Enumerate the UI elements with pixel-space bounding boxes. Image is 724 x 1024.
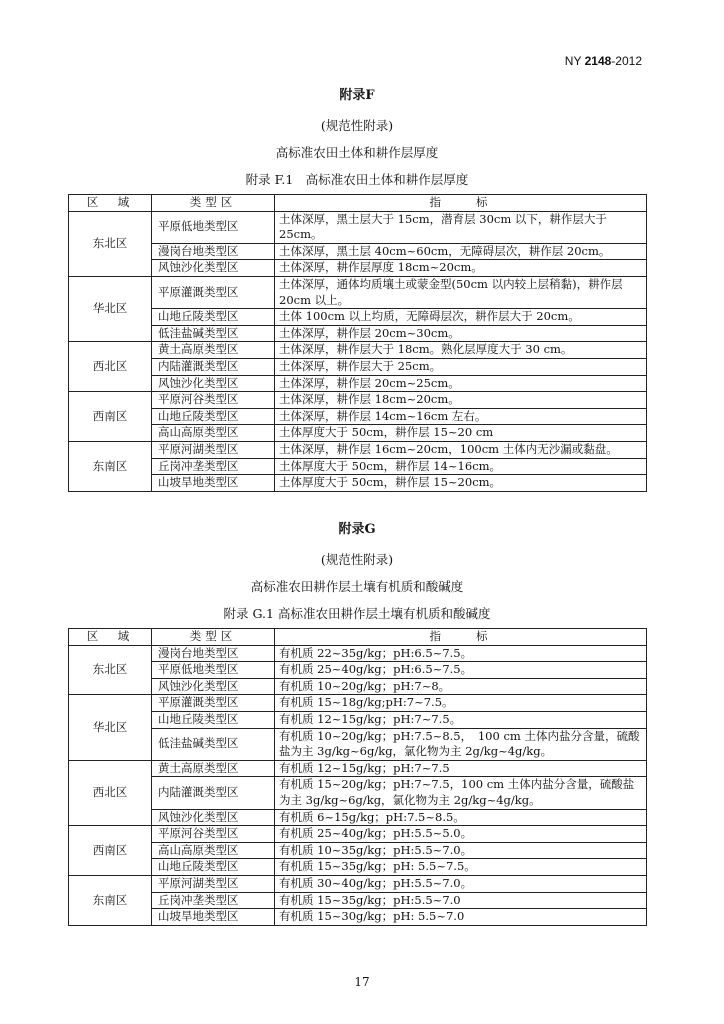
table-row bbox=[69, 678, 647, 695]
type-cell: 平原河湖类型区 bbox=[152, 875, 275, 892]
type-cell: 高山高原类型区 bbox=[152, 842, 275, 859]
indicator-cell: 有机质 10~20g/kg；pH:7.5~8.5， 100 cm 土体内盐分含量，硫酸盐为主 3g/kg~6g/kg，氯化物为主 2g/kg~4g/kg。 bbox=[275, 728, 647, 760]
type-cell: 风蚀沙化类型区 bbox=[152, 809, 275, 826]
type-cell: 山地丘陵类型区 bbox=[152, 859, 275, 876]
table-row bbox=[69, 325, 647, 342]
type-cell: 平原河湖类型区 bbox=[152, 441, 275, 458]
table-row bbox=[69, 662, 647, 679]
appendix-g-note: (规范性附录) bbox=[320, 552, 394, 567]
indicator-cell: 有机质 15~35g/kg；pH:5.5~7.0 bbox=[275, 892, 647, 909]
indicator-cell: 土体深厚，耕作层大于 25cm。 bbox=[275, 358, 647, 375]
table-row bbox=[69, 777, 647, 809]
table-row bbox=[69, 211, 647, 243]
table-row bbox=[69, 408, 647, 425]
indicator-cell: 土体深厚，耕作层 14cm~16cm 左右。 bbox=[275, 408, 647, 425]
table-row bbox=[69, 425, 647, 442]
region-cell: 东北区 bbox=[69, 645, 152, 695]
table-header-row bbox=[69, 629, 647, 646]
type-cell: 漫岗台地类型区 bbox=[152, 645, 275, 662]
table-row bbox=[69, 260, 647, 277]
type-cell: 平原灌溉类型区 bbox=[152, 276, 275, 308]
appendix-g-subtitle: 高标准农田耕作层土壤有机质和酸碱度 bbox=[250, 579, 464, 594]
table-header-row bbox=[69, 195, 647, 212]
table-row bbox=[69, 695, 647, 712]
table-row bbox=[69, 475, 647, 492]
type-cell: 低洼盐碱类型区 bbox=[152, 325, 275, 342]
indicator-cell: 有机质 6~15g/kg；pH:7.5~8.5。 bbox=[275, 809, 647, 826]
region-cell: 东南区 bbox=[69, 441, 152, 491]
type-cell: 风蚀沙化类型区 bbox=[152, 375, 275, 392]
appendix-f-table bbox=[68, 194, 647, 492]
table-row bbox=[69, 458, 647, 475]
region-cell: 西南区 bbox=[69, 392, 152, 442]
type-cell: 低洼盐碱类型区 bbox=[152, 728, 275, 760]
table-row bbox=[69, 392, 647, 409]
type-cell: 平原低地类型区 bbox=[152, 662, 275, 679]
indicator-cell: 有机质 15~18g/kg;pH:7~7.5。 bbox=[275, 695, 647, 712]
region-cell: 西北区 bbox=[69, 760, 152, 825]
appendix-f-table-caption: 附录 F.1 高标准农田土体和耕作层厚度 bbox=[245, 172, 469, 187]
header-type: 类型区 bbox=[152, 629, 275, 646]
standard-code bbox=[565, 54, 642, 68]
indicator-cell: 土体厚度大于 50cm，耕作层 14~16cm。 bbox=[275, 458, 647, 475]
table-row bbox=[69, 760, 647, 777]
standard-number: 2148 bbox=[584, 54, 612, 68]
table-row bbox=[69, 875, 647, 892]
appendix-g-table bbox=[68, 628, 647, 926]
indicator-cell: 土体深厚，通体均质壤土或蒙金型(50cm 以内较上层稍黏)，耕作层 20cm 以上。 bbox=[275, 276, 647, 308]
table-row bbox=[69, 711, 647, 728]
region-cell: 西北区 bbox=[69, 342, 152, 392]
type-cell: 山地丘陵类型区 bbox=[152, 309, 275, 326]
page-number: 17 bbox=[354, 975, 370, 989]
type-cell: 风蚀沙化类型区 bbox=[152, 678, 275, 695]
indicator-cell: 有机质 30~40g/kg；pH:5.5~7.0。 bbox=[275, 875, 647, 892]
type-cell: 丘岗冲垄类型区 bbox=[152, 892, 275, 909]
appendix-f-subtitle: 高标准农田土体和耕作层厚度 bbox=[275, 145, 439, 160]
indicator-cell: 土体深厚，耕作层 18cm~20cm。 bbox=[275, 392, 647, 409]
indicator-cell: 有机质 15~30g/kg；pH: 5.5~7.0 bbox=[275, 909, 647, 926]
header-indicator: 指 标 bbox=[275, 195, 647, 212]
appendix-f-title: 附录F bbox=[339, 88, 375, 103]
indicator-cell: 土体深厚，黑土层 40cm~60cm，无障碍层次，耕作层 20cm。 bbox=[275, 243, 647, 260]
type-cell: 内陆灌溉类型区 bbox=[152, 777, 275, 809]
table-row bbox=[69, 243, 647, 260]
indicator-cell: 有机质 22~35g/kg；pH:6.5~7.5。 bbox=[275, 645, 647, 662]
type-cell: 丘岗冲垄类型区 bbox=[152, 458, 275, 475]
indicator-cell: 土体深厚，耕作层厚度 18cm~20cm。 bbox=[275, 260, 647, 277]
header-type: 类型区 bbox=[152, 195, 275, 212]
table-row bbox=[69, 276, 647, 308]
table-row bbox=[69, 892, 647, 909]
type-cell: 平原河谷类型区 bbox=[152, 392, 275, 409]
appendix-f-note: (规范性附录) bbox=[320, 118, 394, 133]
table-row bbox=[69, 342, 647, 359]
indicator-cell: 土体深厚，耕作层 20cm~25cm。 bbox=[275, 375, 647, 392]
indicator-cell: 土体深厚，耕作层 20cm~30cm。 bbox=[275, 325, 647, 342]
table-row bbox=[69, 859, 647, 876]
type-cell: 黄土高原类型区 bbox=[152, 342, 275, 359]
type-cell: 风蚀沙化类型区 bbox=[152, 260, 275, 277]
indicator-cell: 有机质 12~15g/kg；pH:7~7.5 bbox=[275, 760, 647, 777]
region-cell: 西南区 bbox=[69, 826, 152, 876]
indicator-cell: 土体 100cm 以上均质，无障碍层次，耕作层大于 20cm。 bbox=[275, 309, 647, 326]
indicator-cell: 土体深厚，耕作层大于 18cm。熟化层厚度大于 30 cm。 bbox=[275, 342, 647, 359]
appendix-g-title: 附录G bbox=[338, 522, 376, 537]
type-cell: 山地丘陵类型区 bbox=[152, 711, 275, 728]
header-region: 区 域 bbox=[69, 195, 152, 212]
type-cell: 高山高原类型区 bbox=[152, 425, 275, 442]
indicator-cell: 土体深厚，耕作层 16cm~20cm，100cm 土体内无沙漏或黏盘。 bbox=[275, 441, 647, 458]
indicator-cell: 有机质 25~40g/kg；pH:5.5~5.0。 bbox=[275, 826, 647, 843]
type-cell: 黄土高原类型区 bbox=[152, 760, 275, 777]
indicator-cell: 土体厚度大于 50cm，耕作层 15~20 cm bbox=[275, 425, 647, 442]
table-row bbox=[69, 645, 647, 662]
header-region: 区 域 bbox=[69, 629, 152, 646]
type-cell: 山地丘陵类型区 bbox=[152, 408, 275, 425]
type-cell: 平原河谷类型区 bbox=[152, 826, 275, 843]
standard-prefix: NY bbox=[564, 54, 585, 68]
appendix-g-table-caption: 附录 G.1 高标准农田耕作层土壤有机质和酸碱度 bbox=[223, 606, 491, 621]
table-row bbox=[69, 309, 647, 326]
type-cell: 山坡旱地类型区 bbox=[152, 909, 275, 926]
standard-year: -2012 bbox=[611, 54, 642, 68]
table-row bbox=[69, 728, 647, 760]
header-indicator: 指 标 bbox=[275, 629, 647, 646]
region-cell: 东南区 bbox=[69, 875, 152, 925]
table-row bbox=[69, 909, 647, 926]
region-cell: 华北区 bbox=[69, 695, 152, 760]
table-row bbox=[69, 809, 647, 826]
type-cell: 平原低地类型区 bbox=[152, 211, 275, 243]
table-row bbox=[69, 826, 647, 843]
indicator-cell: 有机质 15~35g/kg；pH: 5.5~7.5。 bbox=[275, 859, 647, 876]
appendix-g-section bbox=[68, 520, 646, 926]
table-row bbox=[69, 842, 647, 859]
indicator-cell: 有机质 25~40g/kg；pH:6.5~7.5。 bbox=[275, 662, 647, 679]
region-cell: 华北区 bbox=[69, 276, 152, 341]
indicator-cell: 土体厚度大于 50cm，耕作层 15~20cm。 bbox=[275, 475, 647, 492]
type-cell: 内陆灌溉类型区 bbox=[152, 358, 275, 375]
appendix-f-section bbox=[68, 86, 646, 492]
indicator-cell: 土体深厚，黑土层大于 15cm，潜育层 30cm 以下，耕作层大于 25cm。 bbox=[275, 211, 647, 243]
type-cell: 漫岗台地类型区 bbox=[152, 243, 275, 260]
indicator-cell: 有机质 15~20g/kg；pH:7~7.5，100 cm 土体内盐分含量，硫酸盐为主 3g/kg~6g/kg，氯化物为主 2g/kg~4g/kg。 bbox=[275, 777, 647, 809]
table-row bbox=[69, 358, 647, 375]
indicator-cell: 有机质 10~35g/kg；pH:5.5~7.0。 bbox=[275, 842, 647, 859]
type-cell: 山坡旱地类型区 bbox=[152, 475, 275, 492]
region-cell: 东北区 bbox=[69, 211, 152, 276]
indicator-cell: 有机质 12~15g/kg；pH:7~7.5。 bbox=[275, 711, 647, 728]
indicator-cell: 有机质 10~20g/kg；pH:7~8。 bbox=[275, 678, 647, 695]
type-cell: 平原灌溉类型区 bbox=[152, 695, 275, 712]
table-row bbox=[69, 441, 647, 458]
table-row bbox=[69, 375, 647, 392]
